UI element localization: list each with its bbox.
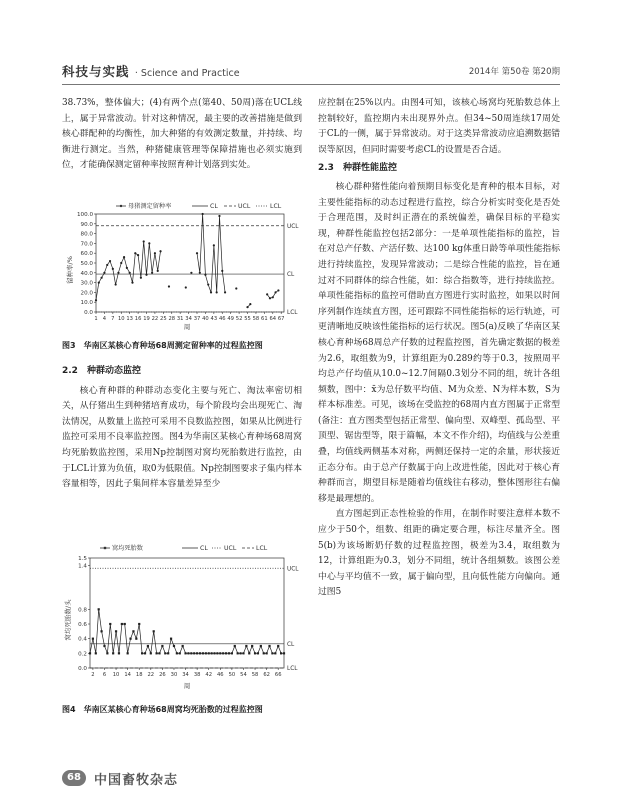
x-tick-label: 52 <box>235 316 243 322</box>
cl-label: CL <box>287 272 295 279</box>
y-tick-label: 0.2 <box>78 651 87 658</box>
data-point <box>246 306 248 308</box>
data-point <box>213 652 215 654</box>
legend-series-label: 窝均死胎数 <box>112 545 143 552</box>
data-point <box>148 242 150 244</box>
data-point <box>234 645 236 647</box>
y-tick-label: 90.0 <box>80 221 93 228</box>
y-tick-label: 0.4 <box>78 636 87 643</box>
data-point <box>123 256 125 258</box>
data-point <box>219 652 221 654</box>
data-point <box>100 630 102 632</box>
y-tick-label: 0.8 <box>78 607 87 614</box>
data-point <box>260 645 262 647</box>
data-point <box>109 260 111 262</box>
data-point <box>92 638 94 640</box>
data-point <box>222 652 224 654</box>
data-point <box>89 652 91 654</box>
y-tick-label: 40.0 <box>80 270 93 277</box>
figure-4-chart <box>62 540 302 690</box>
data-point <box>109 623 111 625</box>
x-tick-label: 25 <box>160 316 167 322</box>
data-point <box>95 652 97 654</box>
data-point <box>190 272 192 274</box>
x-tick-label: 58 <box>251 672 259 678</box>
data-point <box>196 252 198 254</box>
data-point <box>224 291 226 293</box>
section-title: 科技与实践 <box>62 64 130 79</box>
paragraph: 38.73%，整体偏大；(4)有两个点(第40、50周)落在UCL线上，属于异常波动。针对这种情况，最主要的改善措施是做到核心群配种的均衡性，加大种猪的有效测定数量，并持续、均衡进行测定。当然，种猪健康管理等保障措施也必须实施到位，才能确保测定留种率按照育种计划落到实处。 <box>62 98 302 171</box>
y-tick-label: 20.0 <box>80 290 93 297</box>
x-tick-label: 40 <box>202 316 209 322</box>
x-tick-label: 62 <box>263 672 270 678</box>
data-point <box>154 252 156 254</box>
legend-series-label: 母猪测定留种率 <box>128 203 172 210</box>
plot-frame <box>96 214 284 312</box>
data-point <box>132 630 134 632</box>
data-point <box>228 652 230 654</box>
y-tick-label: 70.0 <box>80 241 93 248</box>
y-tick-label: 50.0 <box>80 261 93 267</box>
data-point <box>263 652 265 654</box>
data-point <box>213 244 215 246</box>
x-tick-label: 30 <box>170 672 178 678</box>
figure-3-legend <box>116 202 282 210</box>
data-point <box>208 652 210 654</box>
data-point <box>117 272 119 274</box>
section-heading-2-2: 2.2 种群动态监控 <box>62 366 141 376</box>
page-number: 68 <box>62 770 86 786</box>
data-point <box>179 652 181 654</box>
data-point <box>211 652 213 654</box>
data-point <box>196 652 198 654</box>
y-tick-label: 100.0 <box>76 212 93 218</box>
x-tick-label: 38 <box>193 672 201 678</box>
data-point <box>103 645 105 647</box>
figure-3-caption: 图3 华南区某核心育种场68周测定留种率的过程监控图 <box>62 341 263 350</box>
paragraph: 核心育种群的种群动态变化主要与死亡、淘汰率密切相关，从仔猪出生到种猪培育成功，每个阶段均会出现死亡、淘汰情况，从数量上监控可采用不良数监控图，如果从比例进行监控可采用不良率监控图。图4为华南区某核心育种场68周窝均死胎数监控图，采用Np控制图对窝均死胎数进行监控，由于LCL计算为负值，取0为低限值。Np控制图要求子集内样本容量相等，因此子集间样本容量差异至少 <box>62 385 302 490</box>
journal-name: 中国畜牧杂志 <box>94 773 179 788</box>
x-tick-label: 13 <box>126 316 133 322</box>
y-tick-label: 10.0 <box>80 300 93 307</box>
x-tick-label: 58 <box>252 316 260 322</box>
data-point <box>204 274 206 276</box>
data-point <box>159 250 161 252</box>
header-divider <box>62 84 560 85</box>
data-point <box>274 291 276 293</box>
data-point <box>140 277 142 279</box>
data-point <box>137 254 139 256</box>
y-tick-label: 80.0 <box>80 231 93 238</box>
data-point <box>245 645 247 647</box>
ucl-label: UCL <box>287 223 299 230</box>
data-point <box>231 652 233 654</box>
x-tick-label: 54 <box>240 672 247 678</box>
data-point <box>187 652 189 654</box>
data-point <box>98 282 100 284</box>
data-point <box>112 268 114 270</box>
cl-label: CL <box>287 641 295 648</box>
data-point <box>249 303 251 305</box>
data-point <box>207 283 209 285</box>
legend-cl-label: CL <box>210 203 218 210</box>
x-tick-label: 49 <box>227 316 234 322</box>
x-tick-label: 22 <box>151 316 159 322</box>
data-point <box>254 652 256 654</box>
data-point <box>98 608 100 610</box>
y-tick-label: 60.0 <box>80 251 93 258</box>
figure-4 <box>62 540 302 690</box>
x-tick-label: 22 <box>147 672 155 678</box>
paragraph: 核心群种猪性能向着预期目标变化是育种的根本目标，对主要性能指标的动态过程进行监控，综合分析实时变化是否处于合理范围，及时纠正潜在的系统偏差，确保目标的平稳实现，种群性能监控包括2部分：一是单项性能指标的监控，旨在对总产仔数、产活仔数、达100 kg体重日龄等单项性能指标进行持续监控，发现异常波动；二是综合性能的监控，旨在通过对不同群体的综合性能，如：综合指数等，进行持续监控。单项性能指标的监控可借助直方图进行实时监控，如果以时间序列制作连续直方图，还可跟踪不同性能指标的运行轨迹，可更清晰地反映该性能指标的运行状况。图5(a)反映了华南区某核心育种场68周总产仔数的过程监控图，首先确定数据的极差为2.6，取组数为9，计算组距为0.289约等于0.3，按照周平均总产仔均值从10.0~12.7间隔0.3划分不同的组，统计各组频数，图中：x̄为总仔数平均值、M为众差、N为样本数，S为样本标准差。可见，该场在受监控的68周内直方图属于正常型(备注：直方图类型包括正常型、偏向型、双峰型、孤岛型、平顶型、锯齿型等，限于篇幅，本文不作介绍)，均值线与公差重叠，均值线两侧基本对称，两侧还保持一定的余量，形状接近正态分布。由于总产仔数属于向上改进性能，因此对于核心育种群而言，期望目标是随着均值线往右移动，整体图形往右偏移是最理想的。 <box>318 181 560 504</box>
data-point <box>103 272 105 274</box>
data-point <box>147 645 149 647</box>
data-point <box>266 652 268 654</box>
figure-4-legend <box>100 544 268 552</box>
data-point <box>143 240 145 242</box>
data-point <box>115 283 117 285</box>
data-point <box>126 267 128 269</box>
legend-ucl-label: UCL <box>238 203 251 210</box>
x-tick-label: 42 <box>205 672 213 678</box>
data-point <box>182 645 184 647</box>
x-tick-label: 4 <box>102 316 107 322</box>
data-point <box>218 215 220 217</box>
data-point <box>106 652 108 654</box>
data-point <box>173 645 175 647</box>
x-tick-label: 16 <box>134 316 142 322</box>
data-point <box>269 297 271 299</box>
lcl-label: LCL <box>287 666 298 672</box>
section-heading-2-3: 2.3 种群性能监控 <box>318 163 397 174</box>
figure-3 <box>62 198 302 330</box>
data-point <box>134 252 136 254</box>
data-point <box>167 652 169 654</box>
data-point <box>124 623 126 625</box>
x-axis-label: 周 <box>183 682 191 690</box>
data-point <box>121 623 123 625</box>
y-tick-label: 0.0 <box>78 666 87 672</box>
lcl-label: LCL <box>287 310 298 316</box>
data-point <box>280 652 282 654</box>
figure-4-caption: 图4 华南区某核心育种场68周窝均死胎数的过程监控图 <box>62 705 263 714</box>
paragraph: 直方图起到正态性检验的作用，在制作时要注意样本数不应少于50个，组数、组距的确定要合理，标注尽量齐全。图5(b)为该场断奶仔数的过程监控图，极差为3.4，取组数为12，计算组距为0.3，划分不同组，统计各组频数。该图公差中心与平均值不一致，属于偏向型，且向低性能方向偏向。通过图5 <box>318 509 560 598</box>
data-point <box>155 652 157 654</box>
data-point <box>283 652 285 654</box>
data-point <box>190 652 192 654</box>
data-point <box>271 652 273 654</box>
data-point <box>135 638 137 640</box>
page-header <box>62 60 560 82</box>
series-line <box>96 214 278 307</box>
left-column-bottom <box>62 364 302 493</box>
x-tick-label: 46 <box>218 316 226 322</box>
x-axis-label: 周 <box>183 323 191 330</box>
data-point <box>168 285 170 287</box>
data-point <box>216 652 218 654</box>
y-axis-label: 留种率/% <box>66 256 74 284</box>
y-tick-label: 1.5 <box>78 556 87 562</box>
data-point <box>185 286 187 288</box>
ucl-label: UCL <box>287 566 299 573</box>
x-tick-label: 10 <box>112 672 120 678</box>
legend-lcl-label: LCL <box>256 545 268 552</box>
x-tick-label: 10 <box>117 316 125 322</box>
data-point <box>184 652 186 654</box>
data-point <box>161 645 163 647</box>
data-point <box>118 652 120 654</box>
paragraph: 应控制在25%以内。由图4可知，该核心场窝均死胎数总体上控制较好，监控期内未出现界外点。但34~50周连续17周处于CL的一侧，属于异常波动。对于这类异常波动应追溯数据错误等原因，但同时需要考虑CL的设置是否合适。 <box>318 98 560 155</box>
x-tick-label: 14 <box>124 672 131 678</box>
data-point <box>95 299 97 301</box>
data-point <box>115 630 117 632</box>
data-point <box>210 291 212 293</box>
data-point <box>144 652 146 654</box>
data-point <box>176 652 178 654</box>
x-tick-label: 37 <box>193 316 201 322</box>
x-tick-label: 55 <box>244 316 251 322</box>
data-point <box>202 652 204 654</box>
data-point <box>150 652 152 654</box>
data-point <box>237 652 239 654</box>
data-point <box>129 272 131 274</box>
x-tick-label: 46 <box>216 672 224 678</box>
y-tick-label: 1.4 <box>78 563 87 570</box>
data-point <box>106 264 108 266</box>
x-tick-label: 28 <box>168 316 176 322</box>
data-point <box>272 296 274 298</box>
data-point <box>170 638 172 640</box>
data-point <box>268 645 270 647</box>
data-point <box>274 652 276 654</box>
right-column <box>318 96 560 601</box>
x-tick-label: 50 <box>228 672 236 678</box>
data-point <box>112 652 114 654</box>
data-point <box>202 213 204 215</box>
x-tick-label: 7 <box>111 316 115 322</box>
y-axis-label: 窝均死胎数/头 <box>64 599 72 641</box>
x-tick-label: 26 <box>159 672 166 678</box>
data-point <box>235 287 237 289</box>
x-tick-label: 66 <box>274 672 282 678</box>
data-point <box>127 652 129 654</box>
legend-lcl-label: LCL <box>270 203 282 210</box>
data-point <box>205 652 207 654</box>
x-tick-label: 6 <box>102 672 107 678</box>
section-subtitle: · Science and Practice <box>134 68 240 79</box>
legend-ucl-label: UCL <box>224 545 237 552</box>
data-point <box>193 652 195 654</box>
x-tick-label: 2 <box>91 672 95 678</box>
data-point <box>239 652 241 654</box>
data-point <box>216 291 218 293</box>
x-tick-label: 67 <box>277 316 285 322</box>
issue-info: 2014年 第50卷 第20期 <box>468 67 560 77</box>
x-tick-label: 18 <box>135 672 143 678</box>
data-point <box>120 262 122 264</box>
data-point <box>164 652 166 654</box>
data-point <box>199 652 201 654</box>
data-point <box>129 638 131 640</box>
data-point <box>158 652 160 654</box>
data-point <box>151 272 153 274</box>
series-line <box>90 609 284 653</box>
x-tick-label: 1 <box>94 316 98 322</box>
y-tick-label: 30.0 <box>80 280 93 287</box>
data-point <box>251 645 253 647</box>
x-tick-label: 43 <box>210 316 218 322</box>
x-tick-label: 64 <box>269 316 277 322</box>
data-point <box>101 277 103 279</box>
data-point <box>242 652 244 654</box>
x-tick-label: 31 <box>176 316 184 322</box>
legend-cl-label: CL <box>200 545 208 552</box>
data-point <box>225 652 227 654</box>
y-tick-label: 0.0 <box>84 310 93 316</box>
data-point <box>277 289 279 291</box>
x-tick-label: 34 <box>185 316 192 322</box>
data-point <box>141 652 143 654</box>
x-tick-label: 19 <box>143 316 150 322</box>
data-point <box>131 282 133 284</box>
data-point <box>257 652 259 654</box>
data-point <box>145 274 147 276</box>
data-point <box>248 652 250 654</box>
data-point <box>221 270 223 272</box>
y-tick-label: 0.6 <box>78 622 87 628</box>
x-tick-label: 34 <box>182 672 189 678</box>
data-point <box>266 293 268 295</box>
data-point <box>277 645 279 647</box>
left-column-top <box>62 96 302 174</box>
data-point <box>153 630 155 632</box>
data-point <box>199 272 201 274</box>
journal-section-title <box>62 62 240 80</box>
page-footer <box>62 769 262 789</box>
data-point <box>157 270 159 272</box>
data-point <box>138 623 140 625</box>
figure-3-chart <box>62 198 302 330</box>
x-tick-label: 61 <box>261 316 268 322</box>
